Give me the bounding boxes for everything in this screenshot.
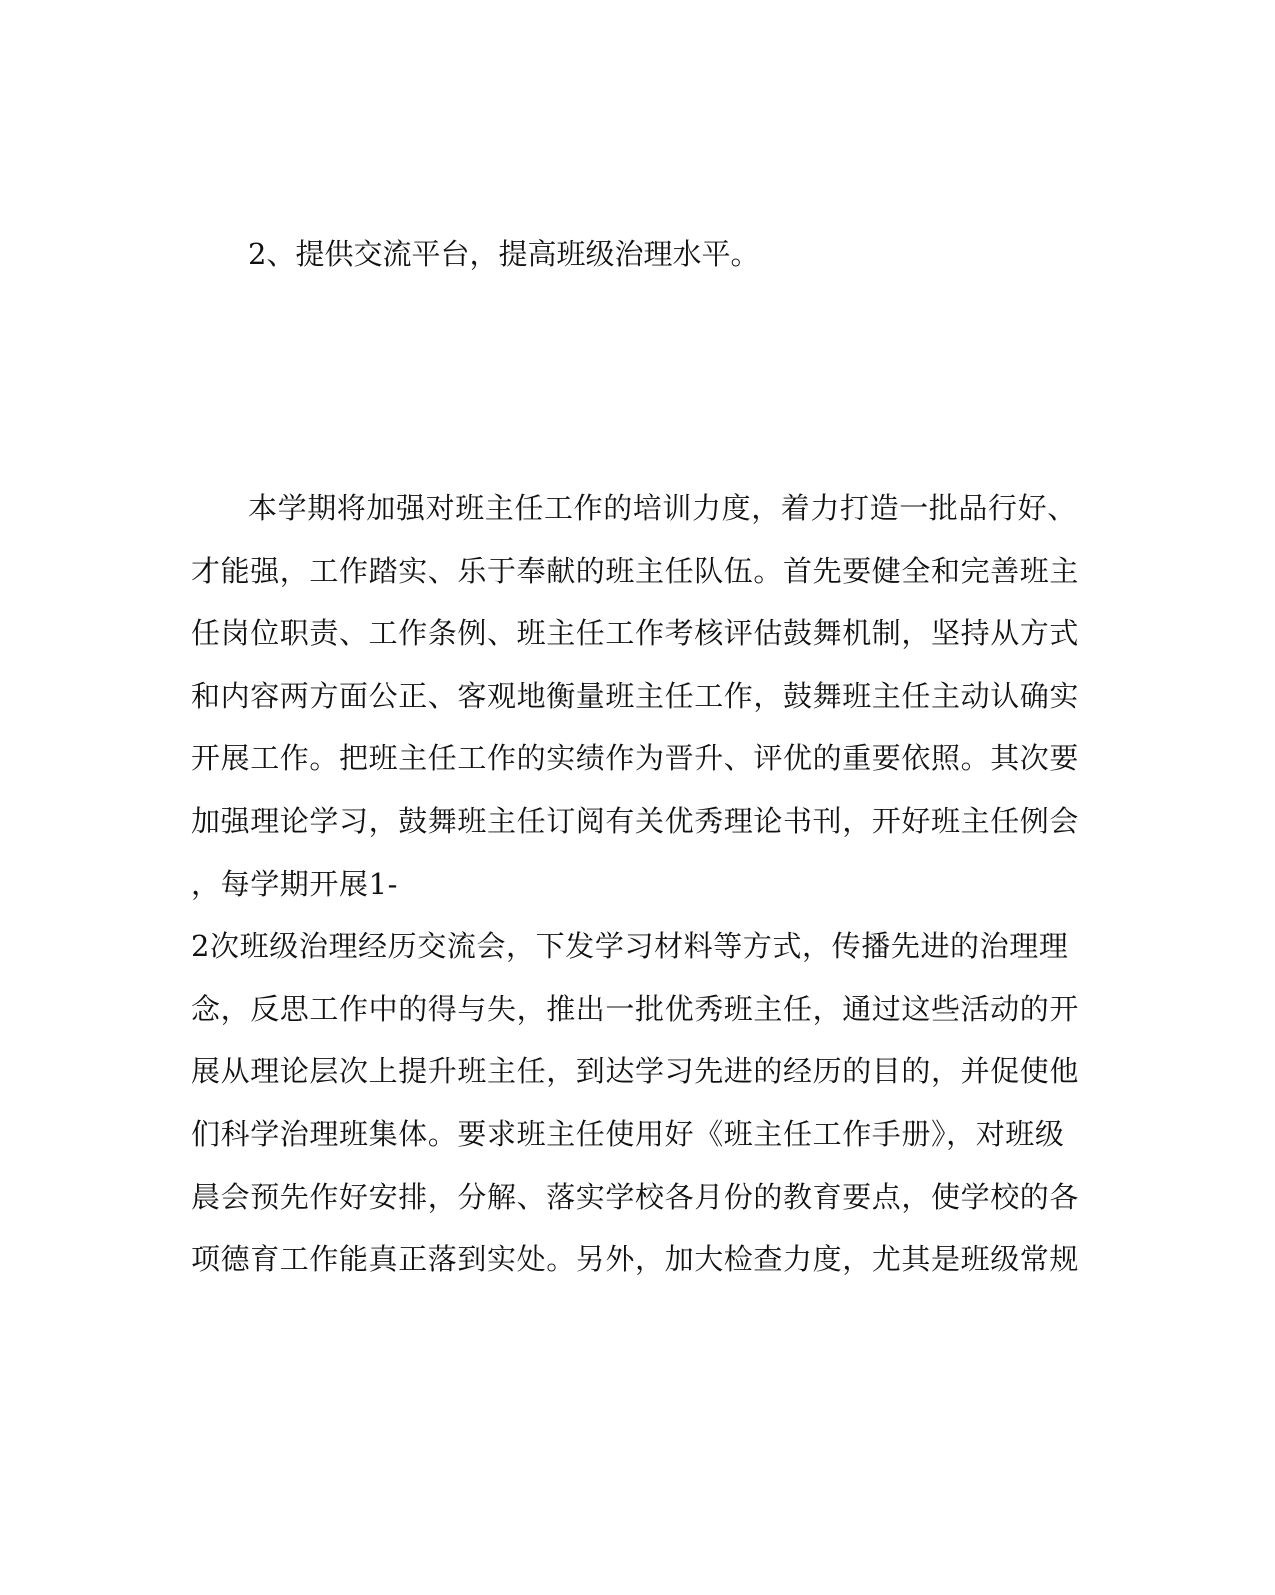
paragraph-line: 项德育工作能真正落到实处。另外，加大检查力度，尤其是班级常规: [191, 1242, 1080, 1277]
paragraph-line: 们科学治理班集体。要求班主任使用好《班主任工作手册》，对班级: [191, 1116, 1065, 1151]
paragraph-line: 2次班级治理经历交流会，下发学习材料等方式，传播先进的治理理: [191, 929, 1069, 964]
paragraph-line: 本学期将加强对班主任工作的培训力度，着力打造一批品行好、: [248, 491, 1077, 525]
paragraph-line: 才能强，工作踏实、乐于奉献的班主任队伍。首先要健全和完善班主: [191, 553, 1080, 588]
paragraph-line: 开展工作。把班主任工作的实绩作为晋升、评优的重要依照。其次要: [191, 741, 1080, 776]
paragraph-line: ，每学期开展1-: [191, 866, 399, 901]
paragraph-line: 加强理论学习，鼓舞班主任订阅有关优秀理论书刊，开好班主任例会: [191, 803, 1080, 838]
paragraph-line: 和内容两方面公正、客观地衡量班主任工作，鼓舞班主任主动认确实: [191, 678, 1080, 713]
paragraph-line: 念，反思工作中的得与失，推出一批优秀班主任，通过这些活动的开: [191, 991, 1080, 1026]
section-heading: 2、提供交流平台，提高班级治理水平。: [248, 237, 760, 271]
body-paragraph: [191, 484, 1080, 1298]
paragraph-line: 展从理论层次上提升班主任，到达学习先进的经历的目的，并促使他: [191, 1054, 1080, 1089]
paragraph-line: 晨会预先作好安排，分解、落实学校各月份的教育要点，使学校的各: [191, 1179, 1080, 1214]
paragraph-line: 任岗位职责、工作条例、班主任工作考核评估鼓舞机制，坚持从方式: [191, 616, 1080, 651]
